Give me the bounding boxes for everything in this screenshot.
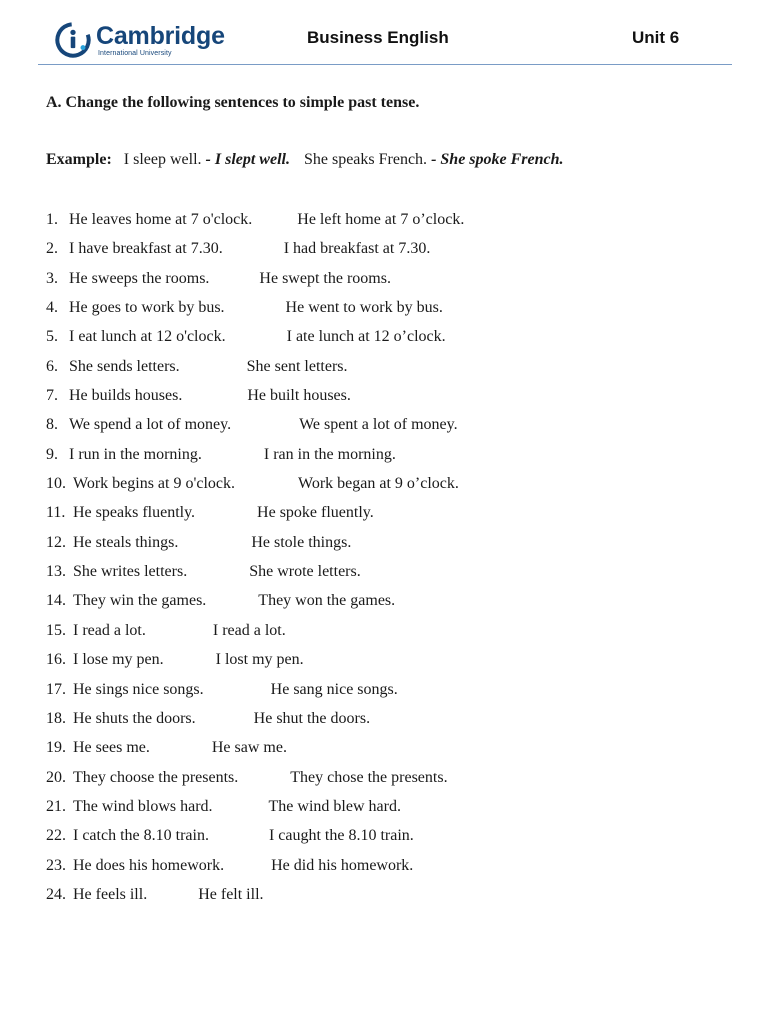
present-sentence: He feels ill. bbox=[73, 885, 148, 903]
exercise-item bbox=[46, 738, 464, 767]
exercise-item bbox=[46, 386, 464, 415]
exercise-item bbox=[46, 621, 464, 650]
exercise-item bbox=[46, 474, 464, 503]
item-number: 7. bbox=[46, 387, 58, 405]
exercise-item bbox=[46, 885, 464, 914]
exercise-item bbox=[46, 826, 464, 855]
present-sentence: The wind blows hard. bbox=[73, 797, 213, 815]
past-answer: We spent a lot of money. bbox=[299, 416, 458, 434]
item-number: 13. bbox=[46, 563, 66, 581]
past-answer: He did his homework. bbox=[271, 856, 414, 874]
past-answer: He went to work by bus. bbox=[285, 299, 443, 317]
page-header bbox=[0, 0, 768, 66]
past-answer: They won the games. bbox=[258, 592, 396, 610]
present-sentence: He steals things. bbox=[73, 533, 179, 551]
exercise-item bbox=[46, 357, 464, 386]
example-past-2: She spoke French. bbox=[440, 151, 564, 168]
section-title: A. Change the following sentences to simple past tense. bbox=[46, 94, 420, 111]
past-answer: She wrote letters. bbox=[249, 563, 361, 581]
item-number: 3. bbox=[46, 269, 58, 287]
past-answer: He shut the doors. bbox=[253, 709, 371, 727]
example-dash-1: - bbox=[205, 151, 211, 168]
past-answer: I ran in the morning. bbox=[263, 445, 396, 463]
past-answer: He felt ill. bbox=[198, 885, 264, 903]
exercise-item bbox=[46, 768, 464, 797]
logo-name: Cambridge bbox=[96, 21, 225, 50]
item-number: 5. bbox=[46, 328, 58, 346]
present-sentence: I have breakfast at 7.30. bbox=[69, 240, 223, 258]
exercise-item bbox=[46, 298, 464, 327]
example-present-2: She speaks French. bbox=[303, 151, 428, 168]
present-sentence: He sees me. bbox=[73, 739, 150, 757]
past-answer: I lost my pen. bbox=[215, 651, 304, 669]
university-logo-icon bbox=[54, 21, 92, 59]
example-line bbox=[46, 151, 564, 169]
exercise-item bbox=[46, 415, 464, 444]
present-sentence: I eat lunch at 12 o'clock. bbox=[69, 328, 226, 346]
past-answer: Work began at 9 o’clock. bbox=[298, 475, 459, 493]
exercise-item bbox=[46, 239, 464, 268]
course-title: Business English bbox=[307, 28, 449, 47]
present-sentence: We spend a lot of money. bbox=[69, 416, 232, 434]
cambridge-logo bbox=[54, 20, 225, 60]
present-sentence: I catch the 8.10 train. bbox=[73, 827, 209, 845]
item-number: 19. bbox=[46, 739, 66, 757]
unit-label: Unit 6 bbox=[632, 28, 680, 47]
item-number: 10. bbox=[46, 475, 66, 493]
past-answer: She sent letters. bbox=[246, 357, 348, 375]
exercise-item bbox=[46, 709, 464, 738]
item-number: 20. bbox=[46, 768, 66, 786]
present-sentence: She sends letters. bbox=[69, 357, 180, 375]
logo-subtitle: International University bbox=[98, 49, 172, 57]
present-sentence: He speaks fluently. bbox=[73, 504, 196, 522]
exercise-item bbox=[46, 650, 464, 679]
past-answer: He sang nice songs. bbox=[270, 680, 398, 698]
present-sentence: I run in the morning. bbox=[69, 445, 202, 463]
header-divider bbox=[38, 64, 732, 65]
present-sentence: He does his homework. bbox=[73, 856, 225, 874]
present-sentence: He goes to work by bus. bbox=[69, 299, 225, 317]
past-answer: He spoke fluently. bbox=[257, 504, 374, 522]
present-sentence: He builds houses. bbox=[69, 387, 183, 405]
present-sentence: He leaves home at 7 o'clock. bbox=[69, 211, 253, 228]
exercise-item bbox=[46, 591, 464, 620]
logo-text bbox=[96, 21, 225, 57]
exercise-item bbox=[46, 680, 464, 709]
past-answer: He built houses. bbox=[247, 387, 351, 405]
past-answer: The wind blew hard. bbox=[268, 797, 401, 815]
present-sentence: I lose my pen. bbox=[73, 651, 164, 669]
past-answer: He stole things. bbox=[251, 533, 352, 551]
item-number: 15. bbox=[46, 621, 66, 639]
item-number: 11. bbox=[46, 504, 66, 522]
exercise-item bbox=[46, 210, 464, 239]
present-sentence: He shuts the doors. bbox=[73, 709, 196, 727]
item-number: 24. bbox=[46, 885, 66, 903]
present-sentence: They choose the presents. bbox=[73, 768, 239, 786]
item-number: 23. bbox=[46, 856, 66, 874]
exercise-item bbox=[46, 533, 464, 562]
past-answer: He left home at 7 o’clock. bbox=[297, 211, 465, 228]
present-sentence: I read a lot. bbox=[73, 621, 146, 639]
exercise-item bbox=[46, 445, 464, 474]
item-number: 8. bbox=[46, 416, 58, 434]
item-number: 1. bbox=[46, 211, 58, 228]
example-dash-2: - bbox=[431, 151, 437, 168]
exercise-item bbox=[46, 562, 464, 591]
past-answer: I ate lunch at 12 o’clock. bbox=[286, 328, 446, 346]
item-number: 9. bbox=[46, 445, 58, 463]
past-answer: I read a lot. bbox=[212, 621, 286, 639]
item-number: 22. bbox=[46, 827, 66, 845]
exercise-item bbox=[46, 503, 464, 532]
item-number: 2. bbox=[46, 240, 58, 258]
exercise-item bbox=[46, 856, 464, 885]
present-sentence: He sings nice songs. bbox=[73, 680, 204, 698]
past-answer: I caught the 8.10 train. bbox=[268, 827, 414, 845]
item-number: 12. bbox=[46, 533, 66, 551]
present-sentence: Work begins at 9 o'clock. bbox=[73, 475, 235, 493]
item-number: 6. bbox=[46, 357, 58, 375]
present-sentence: She writes letters. bbox=[73, 563, 188, 581]
past-answer: He saw me. bbox=[211, 739, 287, 757]
item-number: 4. bbox=[46, 299, 58, 317]
past-answer: He swept the rooms. bbox=[259, 269, 391, 287]
example-present-1: I sleep well. bbox=[123, 151, 202, 168]
past-answer: I had breakfast at 7.30. bbox=[283, 240, 431, 258]
exercise-item bbox=[46, 797, 464, 826]
exercise-list bbox=[46, 210, 464, 914]
item-number: 21. bbox=[46, 797, 66, 815]
exercise-item bbox=[46, 269, 464, 298]
item-number: 18. bbox=[46, 709, 66, 727]
present-sentence: They win the games. bbox=[73, 592, 207, 610]
item-number: 14. bbox=[46, 592, 66, 610]
example-label: Example: bbox=[46, 151, 112, 168]
present-sentence: He sweeps the rooms. bbox=[69, 269, 210, 287]
exercise-item bbox=[46, 327, 464, 356]
item-number: 17. bbox=[46, 680, 66, 698]
item-number: 16. bbox=[46, 651, 66, 669]
example-past-1: I slept well. bbox=[214, 151, 290, 168]
past-answer: They chose the presents. bbox=[290, 768, 448, 786]
